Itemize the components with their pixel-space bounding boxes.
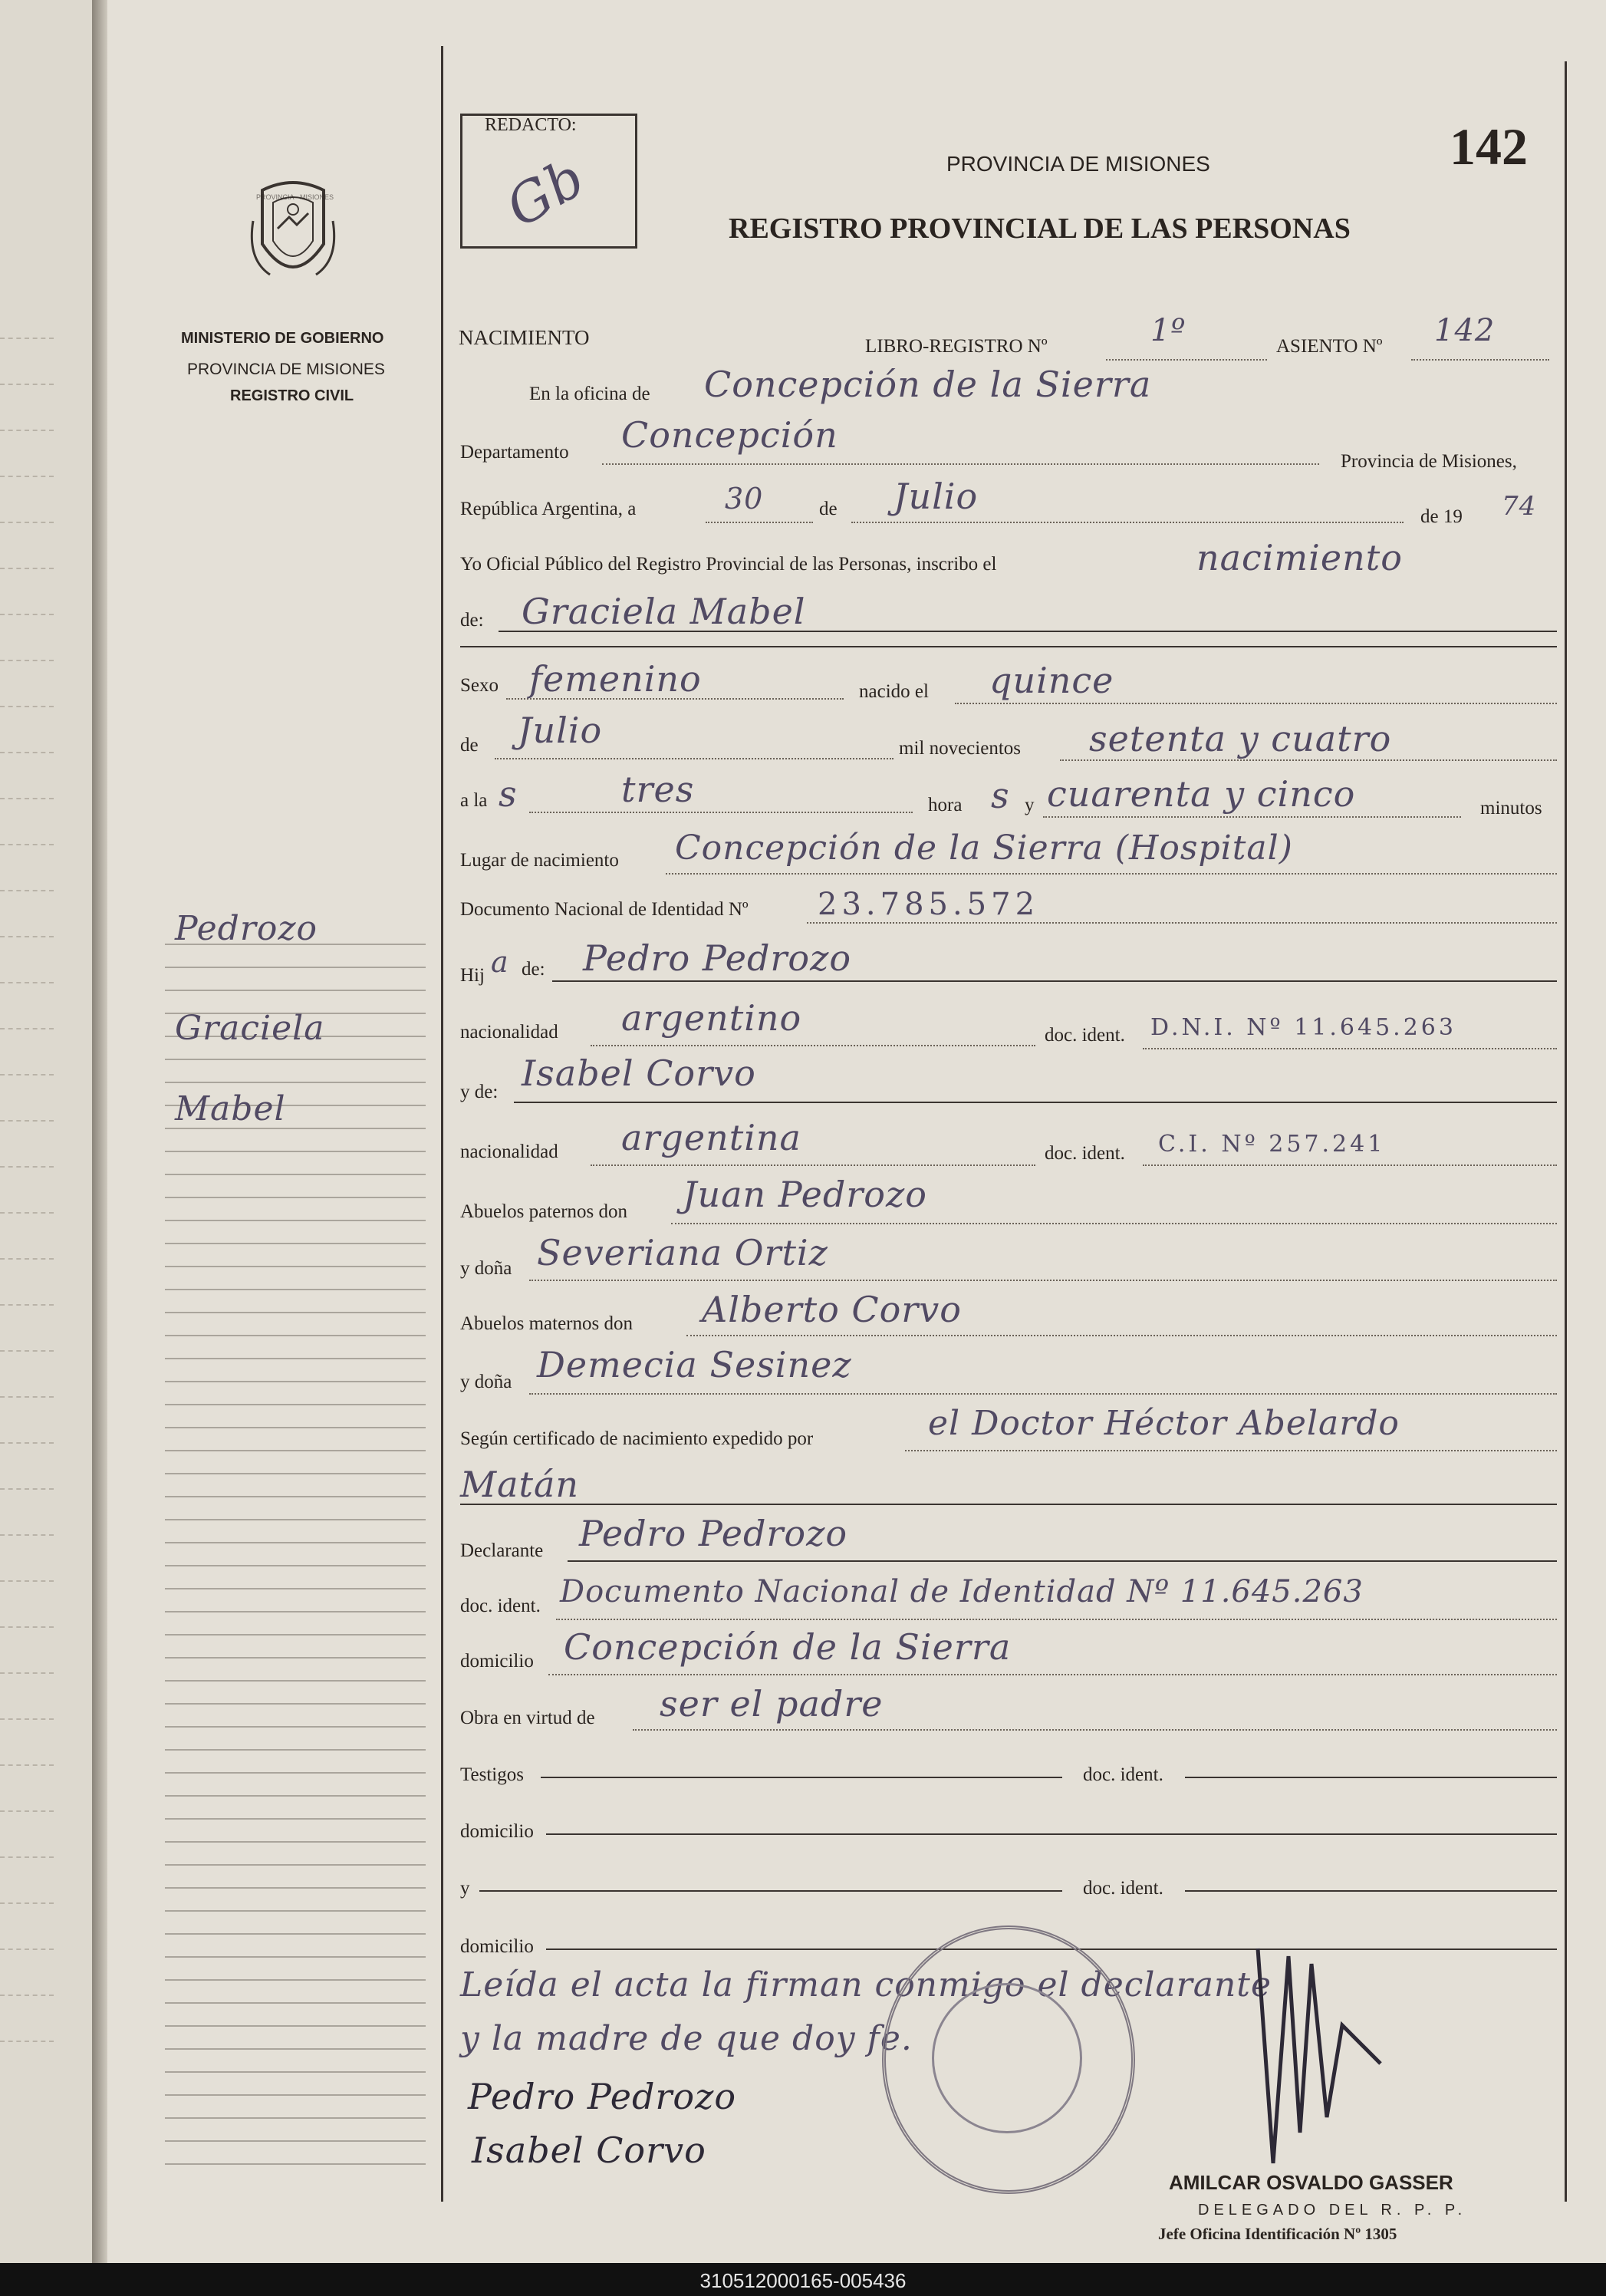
sexo-value: femenino bbox=[529, 658, 702, 700]
mother-doc-value: C.I. Nº 257.241 bbox=[1158, 1131, 1386, 1158]
asiento-label: ASIENTO Nº bbox=[1276, 336, 1383, 357]
doc-ident5-label: doc. ident. bbox=[1083, 1878, 1163, 1899]
form-left-border bbox=[441, 46, 443, 2202]
de-name-label: de: bbox=[460, 610, 484, 631]
nacionalidad-label: nacionalidad bbox=[460, 1022, 558, 1043]
birth-month-value: Julio bbox=[518, 710, 603, 751]
father-value: Pedro Pedrozo bbox=[583, 937, 852, 979]
header-province: PROVINCIA DE MISIONES bbox=[946, 152, 1210, 176]
year-words-value: setenta y cuatro bbox=[1089, 718, 1392, 759]
declarante-label: Declarante bbox=[460, 1540, 544, 1561]
nacionalidad2-label: nacionalidad bbox=[460, 1141, 558, 1162]
mother-value: Isabel Corvo bbox=[522, 1052, 756, 1094]
libro-label: LIBRO-REGISTRO Nº bbox=[865, 336, 1048, 357]
ministry-line-3: REGISTRO CIVIL bbox=[230, 387, 354, 404]
dia-value: 30 bbox=[725, 482, 764, 516]
officer-title: DELEGADO DEL R. P. P. bbox=[1198, 2202, 1467, 2219]
hora-suffix: s bbox=[991, 775, 1010, 816]
obra-label: Obra en virtud de bbox=[460, 1708, 595, 1728]
provincia-label: Provincia de Misiones, bbox=[1341, 451, 1517, 472]
libro-value: 1º bbox=[1150, 313, 1186, 348]
declarante-doc-value: Documento Nacional de Identidad Nº 11.645.263 bbox=[560, 1574, 1364, 1609]
segun-value: el Doctor Héctor Abelardo bbox=[928, 1404, 1400, 1443]
left-page-edge bbox=[0, 0, 92, 2263]
asiento-value: 142 bbox=[1434, 313, 1496, 348]
de-label: de bbox=[819, 499, 838, 519]
footer-image-id: 310512000165-005436 bbox=[699, 2269, 907, 2292]
signature-declarante: Pedro Pedrozo bbox=[468, 2076, 737, 2117]
testigos-label: Testigos bbox=[460, 1764, 524, 1785]
ydona2-label: y doña bbox=[460, 1372, 512, 1392]
republica-label: República Argentina, a bbox=[460, 499, 637, 519]
departamento-value: Concepción bbox=[621, 414, 838, 456]
inscribo-value: nacimiento bbox=[1196, 537, 1403, 578]
mother-nac-value: argentina bbox=[621, 1117, 801, 1158]
sexo-label: Sexo bbox=[460, 675, 499, 696]
hij-de-label: de: bbox=[522, 959, 545, 980]
lugar-label: Lugar de nacimiento bbox=[460, 850, 619, 871]
segun-label: Según certificado de nacimiento expedido por bbox=[460, 1428, 814, 1449]
y2-label: y bbox=[460, 1878, 470, 1899]
de-year-label: de 19 bbox=[1420, 506, 1463, 527]
departamento-label: Departamento bbox=[460, 442, 569, 463]
doc-ident-label: doc. ident. bbox=[1045, 1025, 1125, 1046]
domicilio2-label: domicilio bbox=[460, 1821, 534, 1842]
mil-label: mil novecientos bbox=[899, 738, 1021, 759]
dni-label: Documento Nacional de Identidad Nº bbox=[460, 899, 749, 920]
nacido-value: quince bbox=[989, 660, 1114, 701]
book-binding bbox=[92, 0, 107, 2263]
domicilio-value: Concepción de la Sierra bbox=[564, 1626, 1012, 1668]
hora-label: hora bbox=[928, 795, 963, 815]
ydona-label: y doña bbox=[460, 1258, 512, 1279]
domicilio3-label: domicilio bbox=[460, 1936, 534, 1957]
ala-suffix: s bbox=[499, 773, 518, 815]
y-label: y bbox=[1025, 795, 1035, 815]
signature-mother: Isabel Corvo bbox=[472, 2130, 706, 2171]
abuelos-mat-label: Abuelos maternos don bbox=[460, 1313, 633, 1334]
officer-name: AMILCAR OSVALDO GASSER bbox=[1169, 2171, 1453, 2194]
name-value: Graciela Mabel bbox=[522, 591, 806, 632]
closing-line-2: y la madre de que doy fe. bbox=[460, 2019, 913, 2058]
oficina-value: Concepción de la Sierra bbox=[704, 364, 1152, 405]
officer-office: Jefe Oficina Identificación Nº 1305 bbox=[1158, 2225, 1397, 2243]
hora-value: tres bbox=[621, 769, 695, 810]
closing-line-1: Leída el acta la firman conmigo el declarante bbox=[460, 1965, 1272, 2004]
hij-label: Hij bbox=[460, 965, 485, 986]
minutos-label: minutos bbox=[1480, 798, 1542, 819]
form-right-border bbox=[1565, 61, 1567, 2202]
de2-label: de bbox=[460, 735, 479, 756]
doc-ident3-label: doc. ident. bbox=[460, 1596, 541, 1616]
page-number: 142 bbox=[1450, 117, 1528, 176]
ministry-line-1: MINISTERIO DE GOBIERNO bbox=[181, 330, 384, 347]
nacimiento-label: NACIMIENTO bbox=[459, 326, 590, 349]
redacto-label: REDACTO: bbox=[485, 115, 577, 135]
margin-middle-name: Mabel bbox=[175, 1089, 286, 1128]
minutos-value: cuarenta y cinco bbox=[1047, 773, 1356, 815]
domicilio-label: domicilio bbox=[460, 1651, 534, 1672]
redacto-initials: Gb bbox=[495, 145, 596, 240]
abuelo-pat-value: Juan Pedrozo bbox=[683, 1174, 927, 1215]
dni-value: 23.785.572 bbox=[818, 887, 1040, 922]
abuelos-pat-label: Abuelos paternos don bbox=[460, 1201, 628, 1222]
obra-value: ser el padre bbox=[660, 1683, 884, 1724]
declarante-value: Pedro Pedrozo bbox=[579, 1513, 848, 1554]
abuelo-mat-value: Alberto Corvo bbox=[702, 1289, 962, 1330]
header-title: REGISTRO PROVINCIAL DE LAS PERSONAS bbox=[729, 212, 1351, 245]
doc-ident4-label: doc. ident. bbox=[1083, 1764, 1163, 1785]
margin-first-name: Graciela bbox=[175, 1009, 325, 1048]
mes-value: Julio bbox=[894, 476, 979, 517]
abuela-mat-value: Demecia Sesinez bbox=[537, 1344, 852, 1385]
doc-ident2-label: doc. ident. bbox=[1045, 1143, 1125, 1164]
segun-value-2: Matán bbox=[460, 1464, 580, 1505]
registry-stamp bbox=[882, 1925, 1135, 2194]
lugar-value: Concepción de la Sierra (Hospital) bbox=[675, 828, 1293, 868]
father-nac-value: argentino bbox=[621, 997, 802, 1039]
abuela-pat-value: Severiana Ortiz bbox=[537, 1232, 828, 1273]
ala-label: a la bbox=[460, 790, 488, 811]
hij-suffix: a bbox=[491, 945, 509, 979]
yo-label: Yo Oficial Público del Registro Provincial de las Personas, inscribo el bbox=[460, 554, 997, 575]
ministry-line-2: PROVINCIA DE MISIONES bbox=[187, 361, 385, 378]
father-doc-value: D.N.I. Nº 11.645.263 bbox=[1150, 1014, 1456, 1041]
oficina-label: En la oficina de bbox=[529, 384, 650, 404]
margin-surname: Pedrozo bbox=[175, 909, 318, 948]
yde-label: y de: bbox=[460, 1082, 499, 1102]
seal-caption: PROVINCIA · MISIONES bbox=[256, 193, 334, 201]
nacido-label: nacido el bbox=[859, 681, 929, 702]
year-value: 74 bbox=[1502, 491, 1537, 522]
officer-signature bbox=[1242, 1933, 1396, 2186]
